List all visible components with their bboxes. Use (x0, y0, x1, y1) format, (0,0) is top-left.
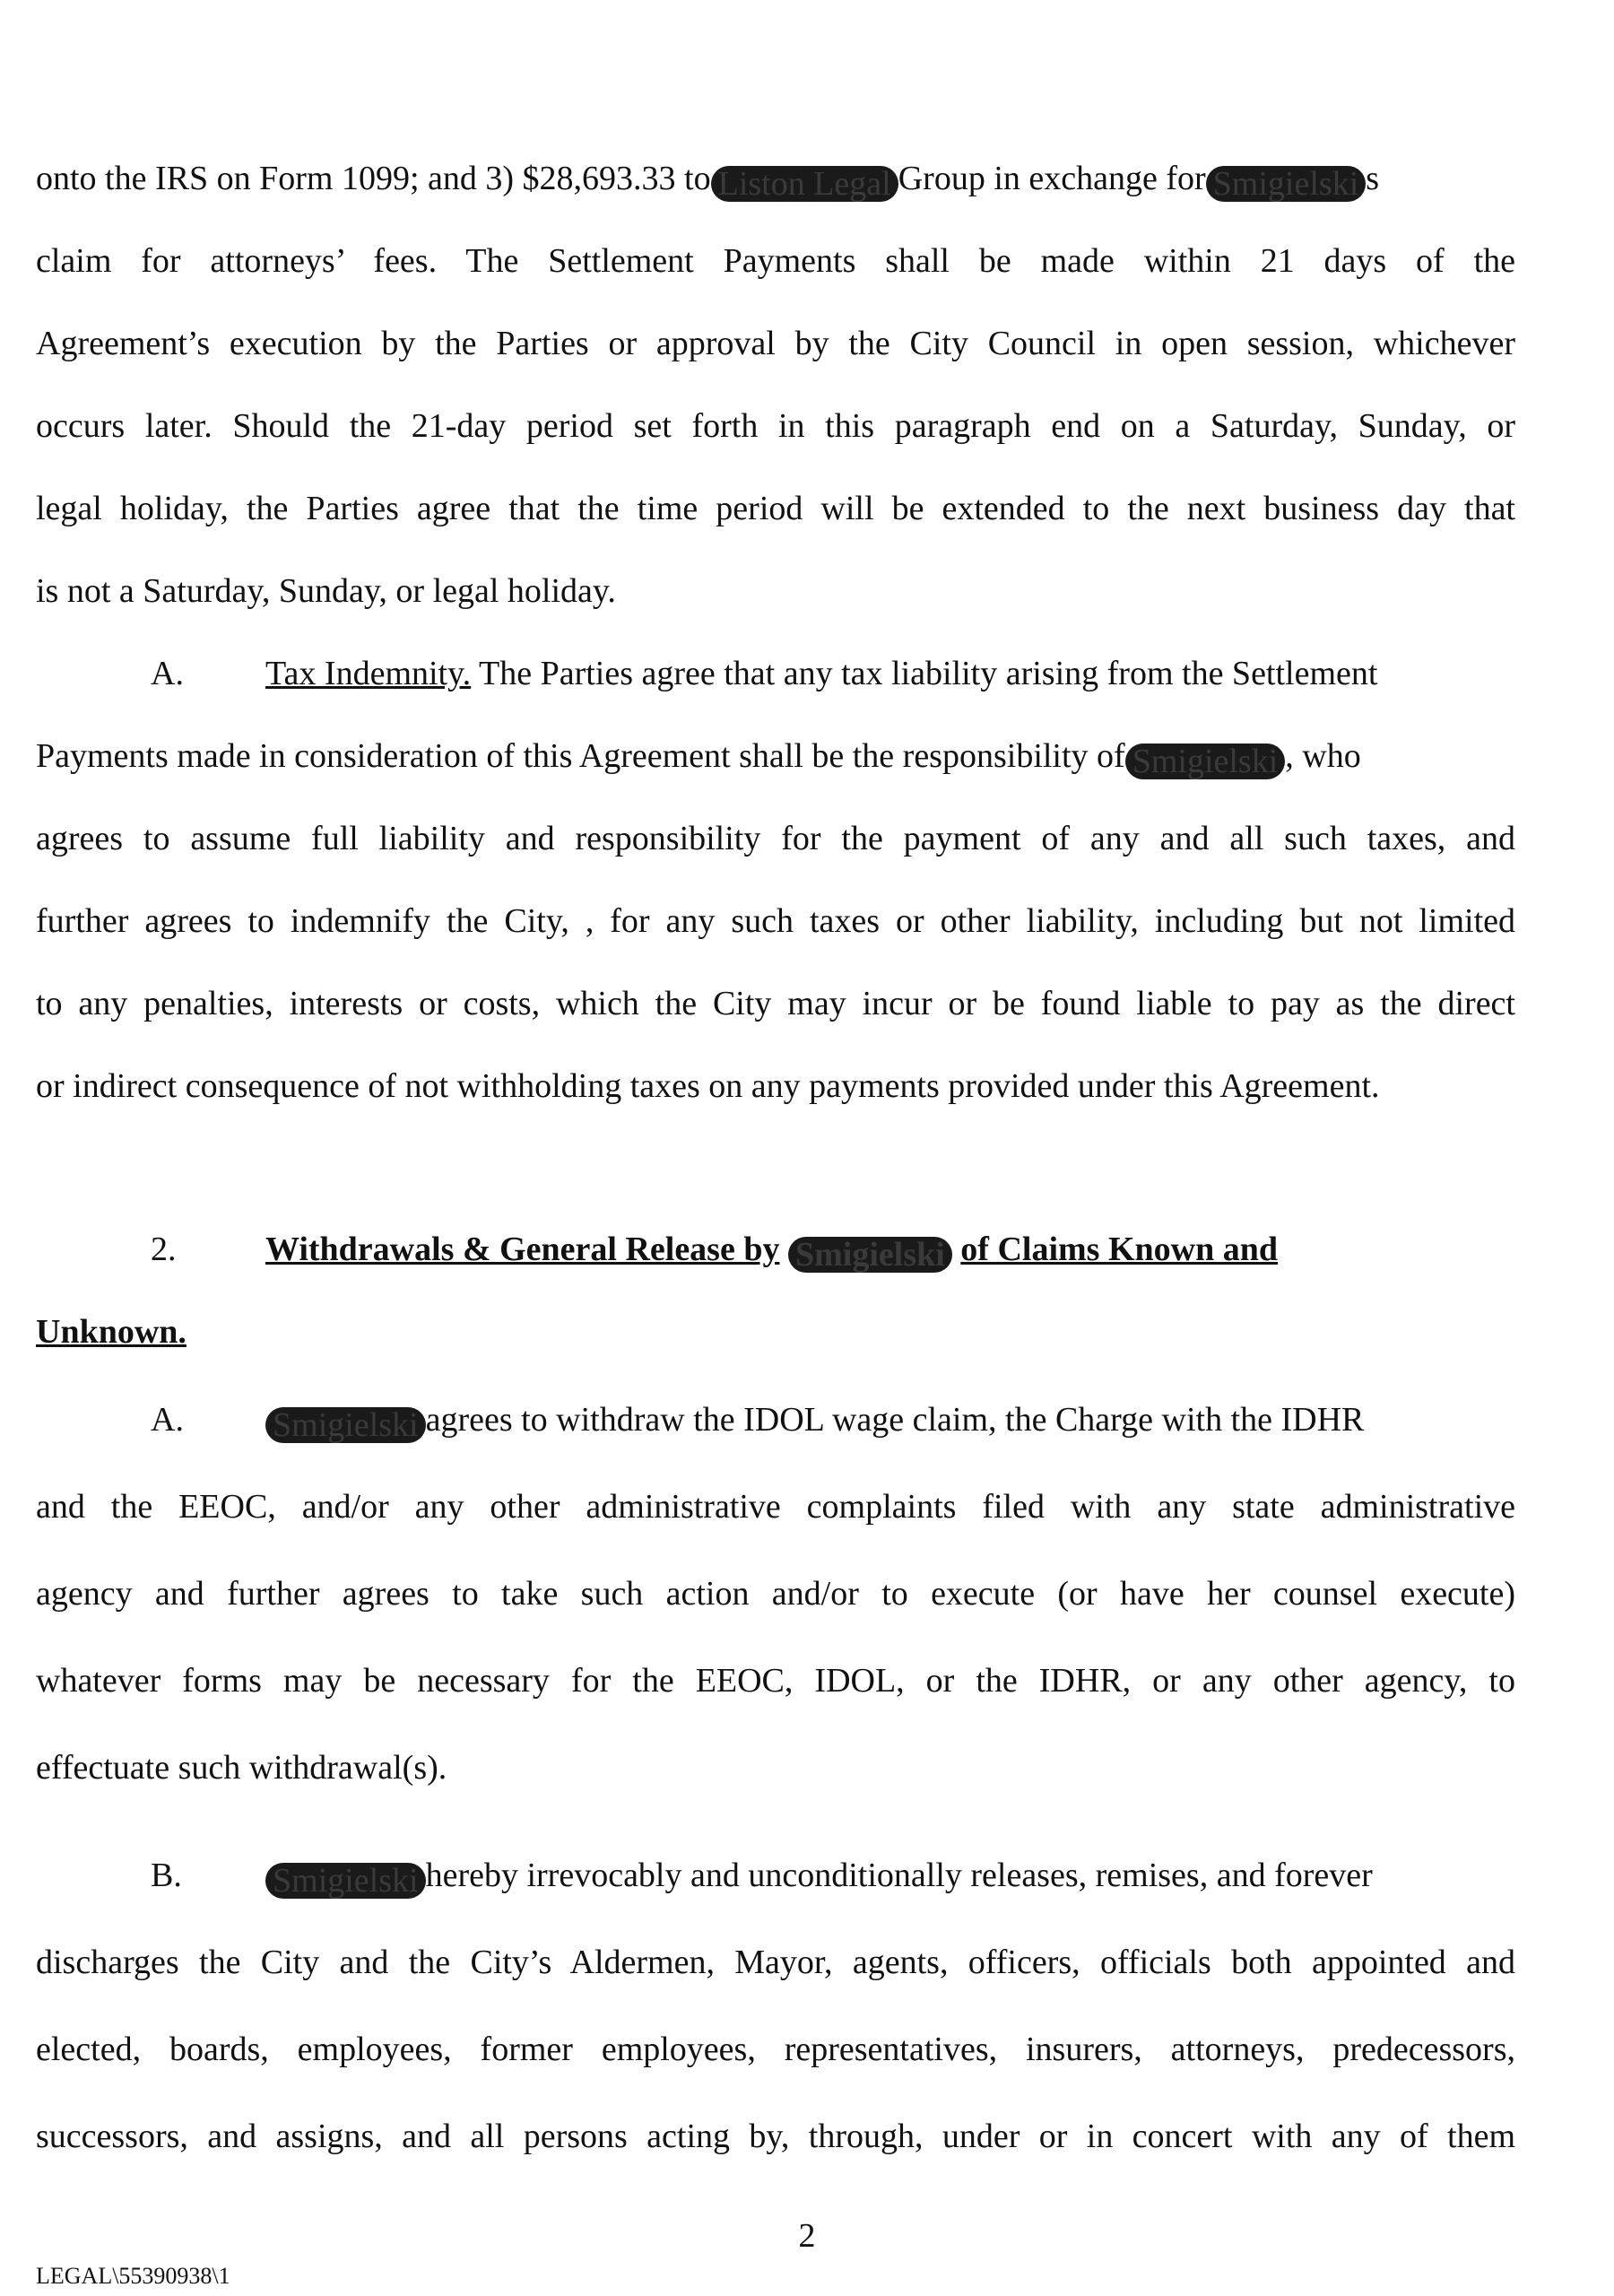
text-run: Group in exchange for (898, 160, 1206, 197)
text-run: hereby irrevocably and unconditionally releases, remises, and forever (425, 1857, 1373, 1894)
tax-indemnity-line4: further agrees to indemnify the City, , for any such taxes or other liability, including but not limited (36, 902, 1515, 940)
s2a-line4: whatever forms may be necessary for the EEOC, IDOL, or the IDHR, or any other agency, to (36, 1662, 1515, 1700)
para1-line2: claim for attorneys’ fees. The Settlement Payments shall be made within 21 days of the (36, 242, 1515, 280)
subsection-label: B. (151, 1857, 182, 1894)
s2a-line3: agency and further agrees to take such action and/or to execute (or have her counsel execute) (36, 1575, 1515, 1613)
redaction-block: Smigielski (1206, 166, 1367, 202)
section-number: 2. (151, 1231, 177, 1268)
redaction-block: Smigielski (1125, 744, 1286, 779)
tax-indemnity-line1 (151, 653, 1515, 694)
text-run: Payments made in consideration of this Agreement shall be the responsibility of (36, 737, 1125, 775)
tax-indemnity-line6: or indirect consequence of not withholding taxes on any payments provided under this Agreement. (36, 1067, 1380, 1105)
document-id: LEGAL\55390938\1 (36, 2263, 230, 2289)
para1-line3: Agreement’s execution by the Parties or approval by the City Council in open session, whichever (36, 325, 1515, 362)
s2a-line1 (151, 1399, 1515, 1443)
para1-line1 (36, 158, 1515, 202)
s2b-line1 (151, 1855, 1515, 1899)
text-run: s (1366, 160, 1380, 197)
para1-line6: is not a Saturday, Sunday, or legal holiday. (36, 572, 616, 610)
redaction-block: Smigielski (788, 1237, 952, 1273)
para1-line4: occurs later. Should the 21-day period set forth in this paragraph end on a Saturday, Sunday, or (36, 407, 1515, 445)
tax-indemnity-line2 (36, 735, 1515, 779)
text-run: The Parties agree that any tax liability arising from the Settlement (478, 655, 1378, 692)
s2b-line2: discharges the City and the City’s Aldermen, Mayor, agents, officers, officials both appointed and (36, 1944, 1515, 1981)
redaction-block: Smigielski (265, 1407, 426, 1443)
redaction-block: Smigielski (265, 1863, 426, 1899)
heading-text: of Claims Known and (960, 1231, 1278, 1268)
subsection-heading: Tax Indemnity. (265, 655, 472, 692)
s2b-line4: successors, and assigns, and all persons acting by, through, under or in concert with any of them (36, 2118, 1515, 2155)
text-run: agrees to withdraw the IDOL wage claim, the Charge with the IDHR (425, 1401, 1365, 1439)
section2-heading (151, 1229, 1515, 1273)
heading-text: Unknown. (36, 1313, 187, 1351)
heading-text: Withdrawals & General Release by (265, 1231, 780, 1268)
tax-indemnity-line5: to any penalties, interests or costs, which the City may incur or be found liable to pay as the direct (36, 985, 1515, 1022)
s2a-line2: and the EEOC, and/or any other administrative complaints filed with any state administrative (36, 1488, 1515, 1526)
subsection-label: A. (151, 1401, 184, 1439)
redaction-block: Liston Legal (711, 166, 898, 202)
text-run: onto the IRS on Form 1099; and 3) $28,693.33 to (36, 160, 711, 197)
tax-indemnity-line3: agrees to assume full liability and responsibility for the payment of any and all such taxes, and (36, 820, 1515, 857)
para1-line5: legal holiday, the Parties agree that the time period will be extended to the next business day that (36, 490, 1515, 527)
section2-heading-cont (36, 1311, 1515, 1352)
subsection-label: A. (151, 655, 184, 692)
text-run: , who (1285, 737, 1361, 775)
s2a-line5: effectuate such withdrawal(s). (36, 1749, 447, 1787)
page-number: 2 (798, 2217, 816, 2255)
s2b-line3: elected, boards, employees, former employees, representatives, insurers, attorneys, predecessors, (36, 2031, 1515, 2068)
